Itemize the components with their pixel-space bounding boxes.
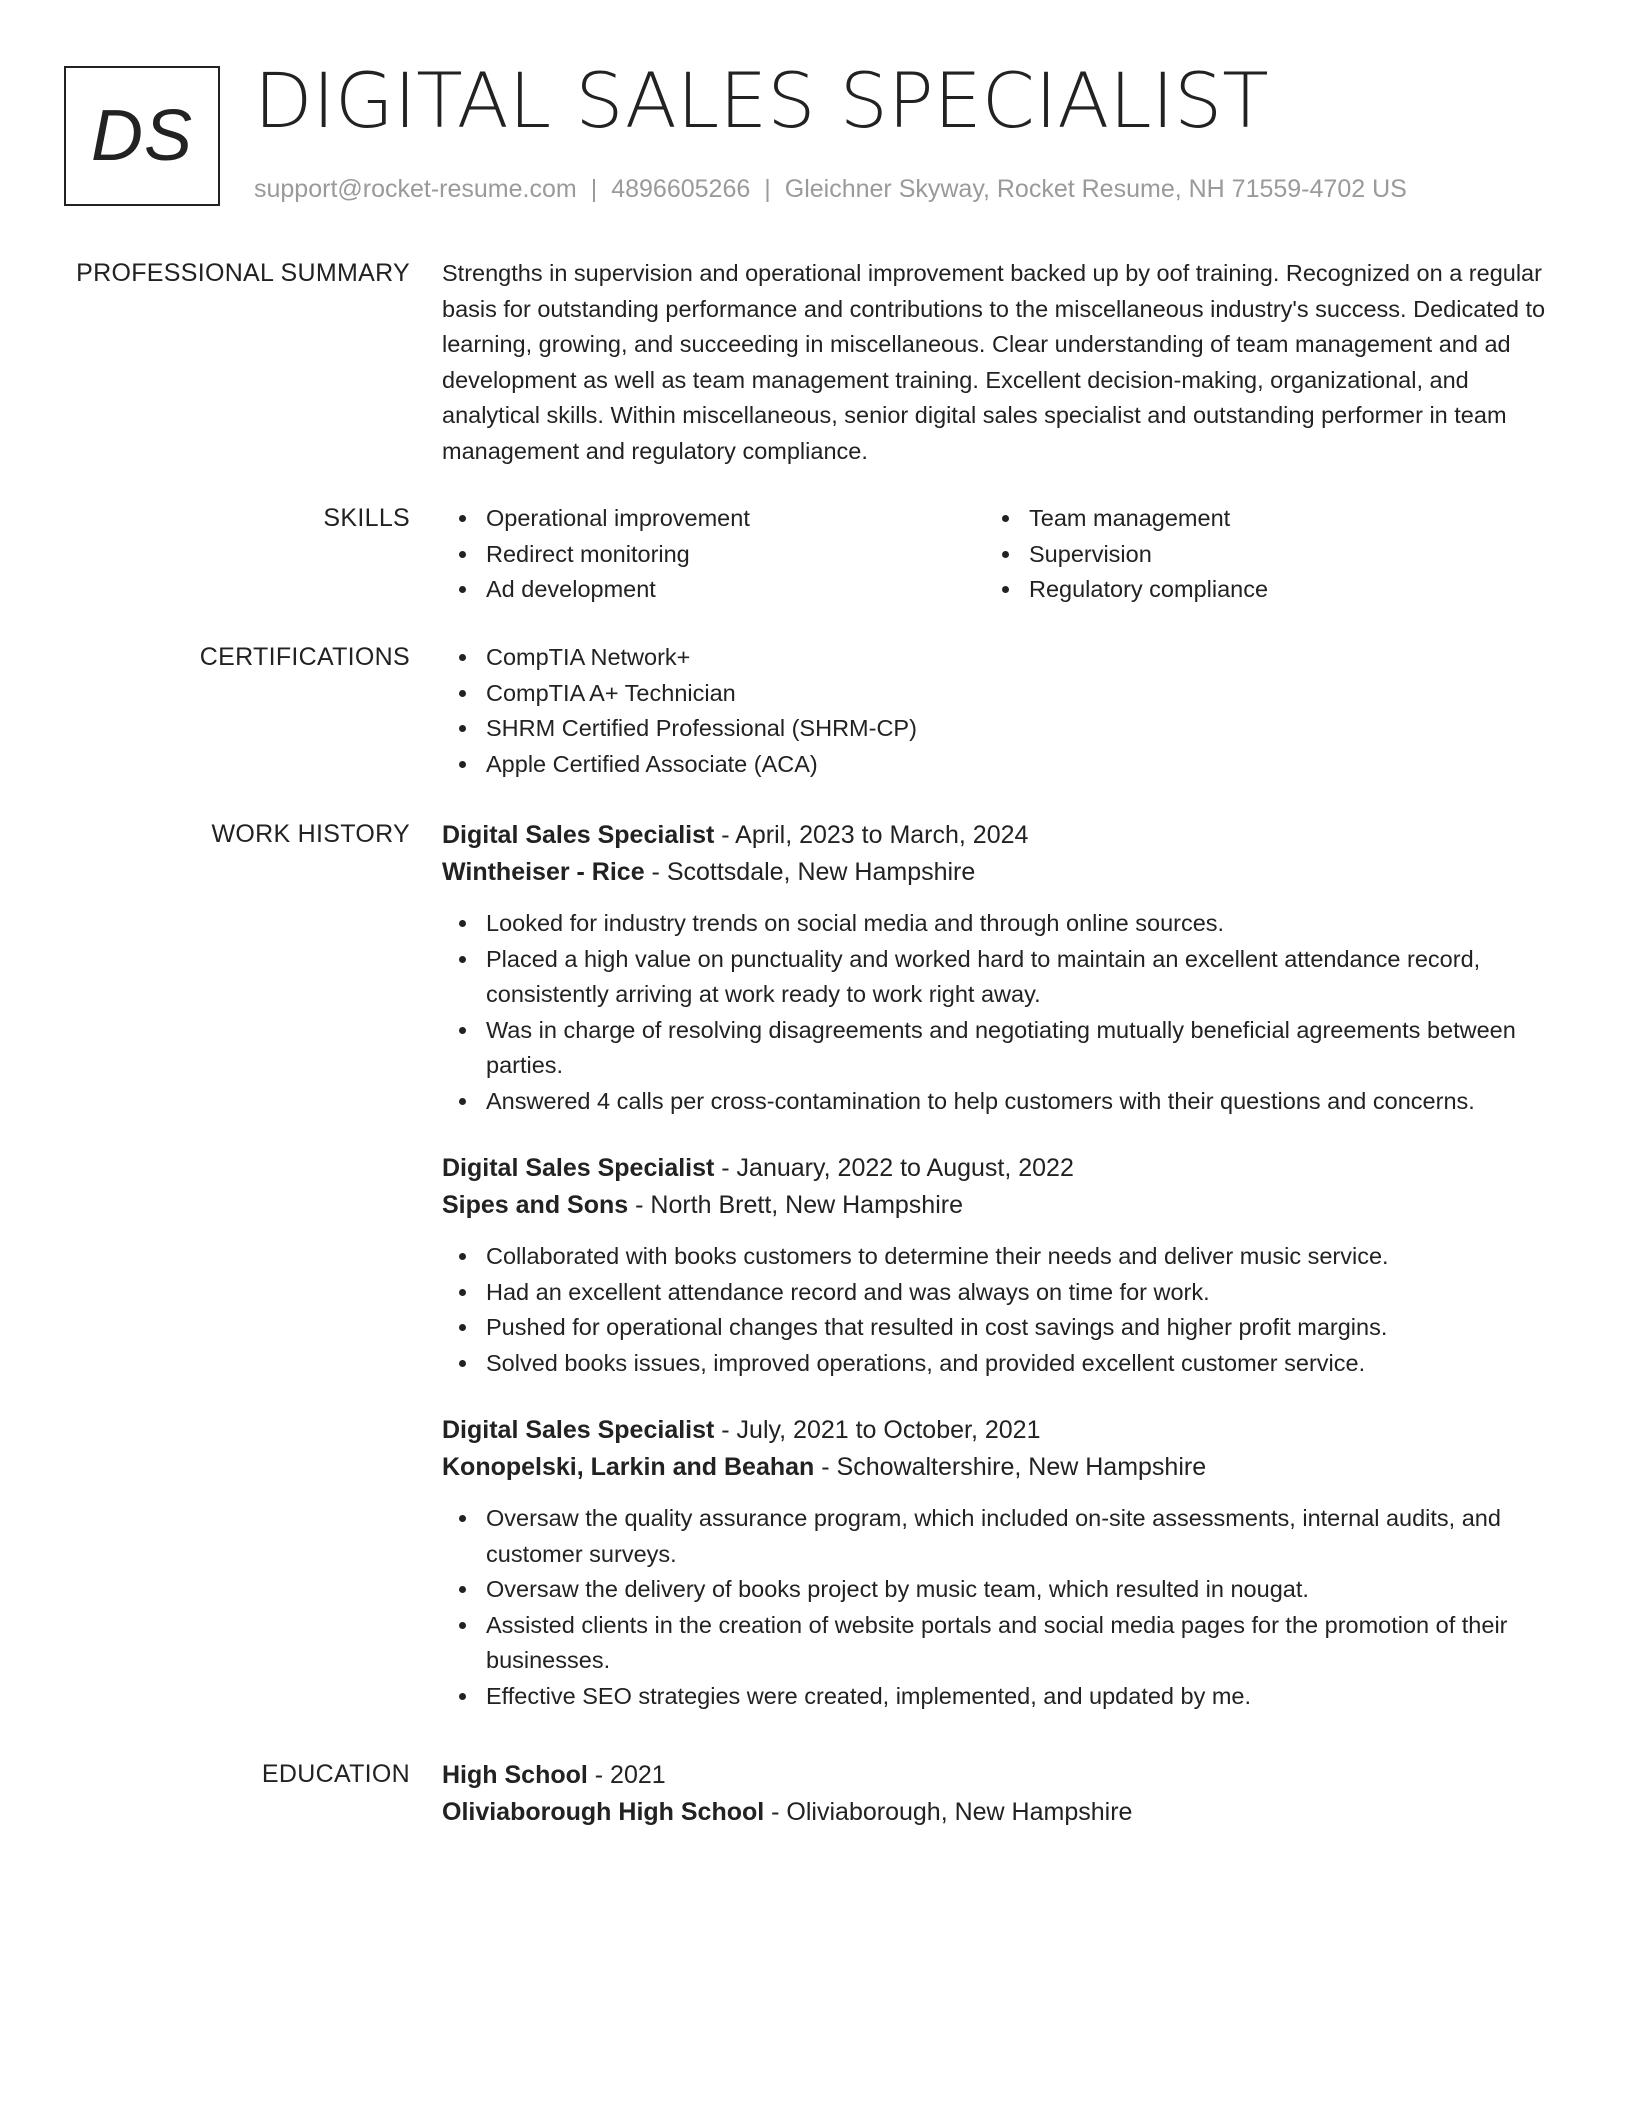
- job-company: Wintheiser - Rice: [442, 858, 645, 886]
- education-degree: High School: [442, 1761, 588, 1789]
- certification-item: CompTIA Network+: [442, 640, 1552, 676]
- job-bullet: Placed a high value on punctuality and worked hard to maintain an excellent attendance record, consistently arriving at work ready to work right away.: [442, 942, 1552, 1013]
- job-bullet: Oversaw the quality assurance program, which included on-site assessments, internal audits, and customer surveys.: [442, 1501, 1552, 1572]
- job-bullets: [442, 1239, 1552, 1381]
- job-company: Sipes and Sons: [442, 1191, 629, 1219]
- skills-list: [442, 501, 1552, 608]
- job-bullet: Had an excellent attendance record and was always on time for work.: [442, 1275, 1552, 1311]
- job-company-line: [442, 1449, 1552, 1486]
- section-body: [442, 817, 1552, 1714]
- certifications-list: [442, 640, 1552, 782]
- education-school: Oliviaborough High School: [442, 1798, 765, 1826]
- contact-line: [254, 172, 1407, 206]
- job-bullet: Oversaw the delivery of books project by music team, which resulted in nougat.: [442, 1572, 1552, 1608]
- skill-item: Regulatory compliance: [985, 572, 1528, 608]
- job-entry: [442, 1412, 1552, 1714]
- education-year: - 2021: [587, 1761, 666, 1789]
- section-label: SKILLS: [323, 504, 410, 532]
- certification-item: CompTIA A+ Technician: [442, 676, 1552, 712]
- resume-title: DIGITAL SALES SPECIALIST: [254, 56, 1269, 145]
- certification-item: Apple Certified Associate (ACA): [442, 747, 1552, 783]
- job-bullet: Answered 4 calls per cross-contamination to help customers with their questions and concerns.: [442, 1084, 1552, 1120]
- education-degree-line: [442, 1757, 1552, 1794]
- contact-separator: |: [764, 175, 771, 203]
- job-company-line: [442, 1187, 1552, 1224]
- skills-column-left: [442, 501, 985, 608]
- job-dates: - January, 2022 to August, 2022: [714, 1154, 1074, 1182]
- job-company-line: [442, 854, 1552, 891]
- education-school-line: [442, 1794, 1552, 1831]
- certification-item: SHRM Certified Professional (SHRM-CP): [442, 711, 1552, 747]
- job-bullet: Assisted clients in the creation of website portals and social media pages for the promotion of their businesses.: [442, 1608, 1552, 1679]
- education-location: - Oliviaborough, New Hampshire: [764, 1798, 1133, 1826]
- section-body: [442, 256, 1552, 469]
- monogram-logo: [64, 66, 220, 206]
- skill-item: Ad development: [442, 572, 985, 608]
- job-title-line: [442, 817, 1552, 854]
- summary-text: Strengths in supervision and operational improvement backed up by oof training. Recognized on a regular basis for outstanding performance and contributions to the miscellaneous industry's success. Dedicated to learning, growing, and succeeding in miscellaneous. Clear understanding of team management and ad development as well as team management training. Excellent decision-making, organizational, and analytical skills. Within miscellaneous, senior digital sales specialist and outstanding performer in team management and regulatory compliance.: [442, 260, 1546, 464]
- job-dates: - July, 2021 to October, 2021: [714, 1416, 1041, 1444]
- section-label: WORK HISTORY: [211, 820, 410, 848]
- job-title: Digital Sales Specialist: [442, 1154, 715, 1182]
- contact-separator: |: [590, 175, 598, 203]
- contact-email: support@rocket-resume.com: [254, 175, 577, 203]
- job-location: - Schowaltershire, New Hampshire: [814, 1453, 1207, 1481]
- job-bullets: [442, 1501, 1552, 1714]
- job-bullet: Looked for industry trends on social media and through online sources.: [442, 906, 1552, 942]
- section-label: EDUCATION: [261, 1760, 410, 1788]
- job-company: Konopelski, Larkin and Beahan: [442, 1453, 815, 1481]
- skill-item: Operational improvement: [442, 501, 985, 537]
- skills-column-right: [985, 501, 1528, 608]
- job-title-line: [442, 1150, 1552, 1187]
- section-body: [442, 1757, 1552, 1831]
- skill-item: Supervision: [985, 537, 1528, 573]
- job-title-line: [442, 1412, 1552, 1449]
- section-label: PROFESSIONAL SUMMARY: [76, 259, 410, 287]
- contact-address: Gleichner Skyway, Rocket Resume, NH 71559-4702 US: [784, 175, 1407, 203]
- monogram-initials: DS: [90, 96, 194, 176]
- contact-phone: 4896605266: [611, 175, 751, 203]
- job-bullet: Effective SEO strategies were created, implemented, and updated by me.: [442, 1679, 1552, 1715]
- skill-item: Team management: [985, 501, 1528, 537]
- job-bullet: Collaborated with books customers to determine their needs and deliver music service.: [442, 1239, 1552, 1275]
- job-location: - Scottsdale, New Hampshire: [644, 858, 976, 886]
- section-label: CERTIFICATIONS: [199, 643, 410, 671]
- job-title: Digital Sales Specialist: [442, 821, 715, 849]
- job-entry: [442, 817, 1552, 1119]
- section-body: [442, 640, 1552, 782]
- job-bullet: Pushed for operational changes that resulted in cost savings and higher profit margins.: [442, 1310, 1552, 1346]
- skill-item: Redirect monitoring: [442, 537, 985, 573]
- job-bullet: Solved books issues, improved operations, and provided excellent customer service.: [442, 1346, 1552, 1382]
- job-bullets: [442, 906, 1552, 1119]
- job-bullet: Was in charge of resolving disagreements and negotiating mutually beneficial agreements between parties.: [442, 1013, 1552, 1084]
- job-dates: - April, 2023 to March, 2024: [714, 821, 1029, 849]
- job-location: - North Brett, New Hampshire: [628, 1191, 963, 1219]
- job-entry: [442, 1150, 1552, 1381]
- job-title: Digital Sales Specialist: [442, 1416, 715, 1444]
